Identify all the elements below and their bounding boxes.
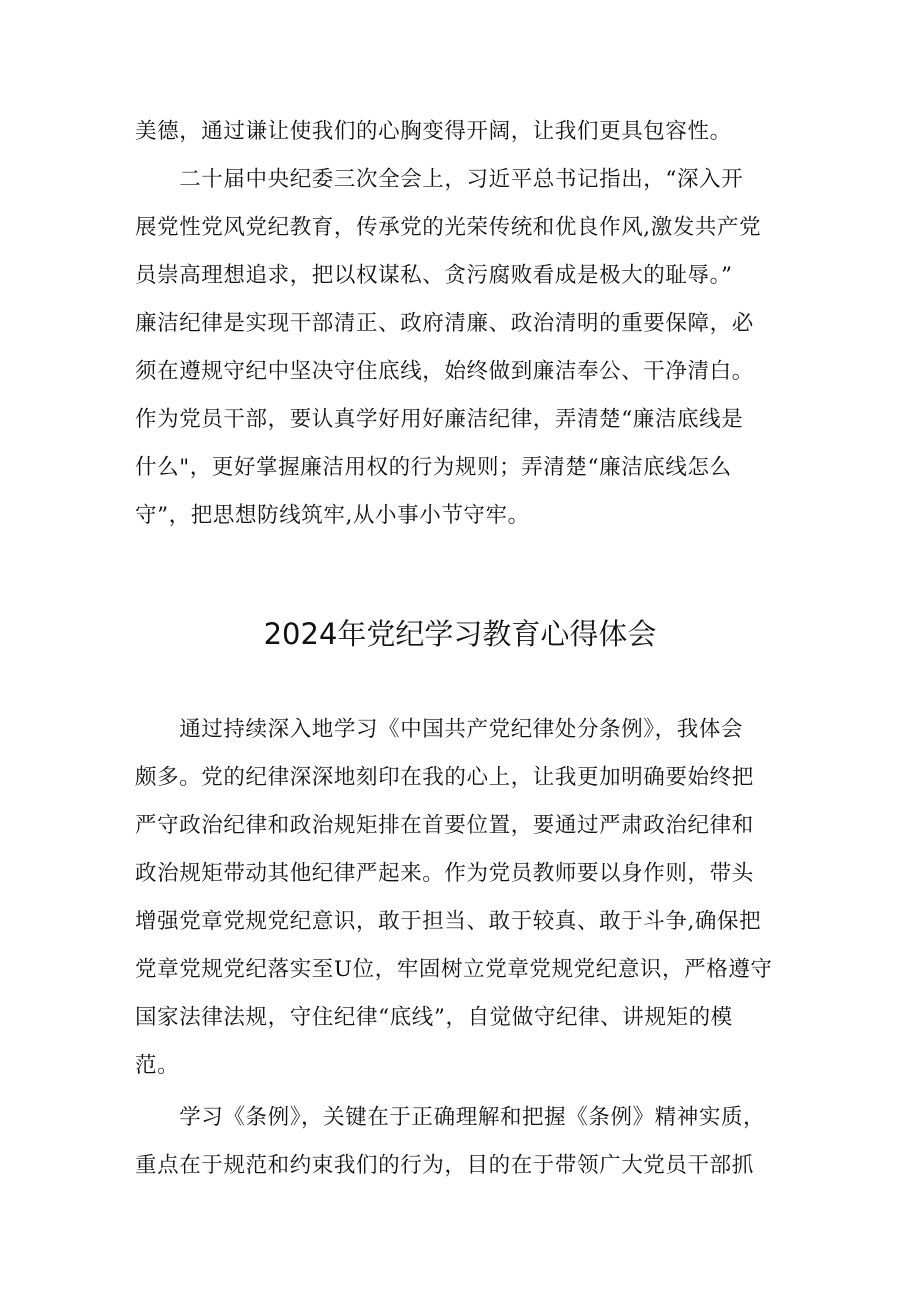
paragraph-line: 通过持续深入地学习《中国共产党纪律处分条例》，我体会: [135, 717, 744, 742]
paragraph-line: 展党性党风党纪教育，传承党的光荣传统和优良作风,激发共产党: [135, 215, 762, 240]
paragraph-line: 重点在于规范和约束我们的行为，目的在于带领广大党员干部抓: [135, 1153, 754, 1178]
paragraph-line: 范。: [135, 1053, 180, 1078]
paragraph-line: 什么"，更好掌握廉洁用权的行为规则；弄清楚“廉洁底线怎么: [135, 455, 732, 480]
body-text-main: [135, 706, 795, 1090]
body-text-bottom: [135, 1094, 795, 1190]
paragraph-line: 守”，把思想防线筑牢,从小事小节守牢。: [135, 503, 530, 528]
paragraph-line: 二十届中央纪委三次全会上，习近平总书记指出，“深入开: [135, 167, 744, 192]
paragraph-line: 美德，通过谦让使我们的心胸变得开阔，让我们更具包容性。: [135, 119, 732, 144]
paragraph-line: 增强党章党规党纪意识，敢于担当、敢于较真、敢于斗争,确保把: [135, 909, 762, 934]
body-text-top: [135, 108, 795, 540]
paragraph-line: 须在遵规守纪中坚决守住底线，始终做到廉洁奉公、干净清白。: [135, 359, 754, 384]
paragraph-line: 员崇高理想追求，把以权谋私、贪污腐败看成是极大的耻辱。”: [135, 263, 733, 288]
paragraph-line: 党章党规党纪落实至U位，牢固树立党章党规党纪意识，严格遵守: [135, 957, 773, 982]
paragraph-line: 廉洁纪律是实现干部清正、政府清廉、政治清明的重要保障，必: [135, 311, 754, 336]
paragraph-line: 学习《条例》，关键在于正确理解和把握《条例》精神实质，: [135, 1105, 766, 1130]
paragraph-line: 国家法律法规，守住纪律“底线”，自觉做守纪律、讲规矩的模: [135, 1005, 733, 1030]
document-title: 2024年党纪学习教育心得体会: [263, 617, 657, 651]
paragraph-line: 作为党员干部，要认真学好用好廉洁纪律，弄清楚“廉洁底线是: [135, 407, 744, 432]
paragraph-line: 颇多。党的纪律深深地刻印在我的心上，让我更加明确要始终把: [135, 765, 754, 790]
paragraph-line: 政治规矩带动其他纪律严起来。作为党员教师要以身作则，带头: [135, 861, 754, 886]
paragraph-line: 严守政治纪律和政治规矩排在首要位置，要通过严肃政治纪律和: [135, 813, 754, 838]
